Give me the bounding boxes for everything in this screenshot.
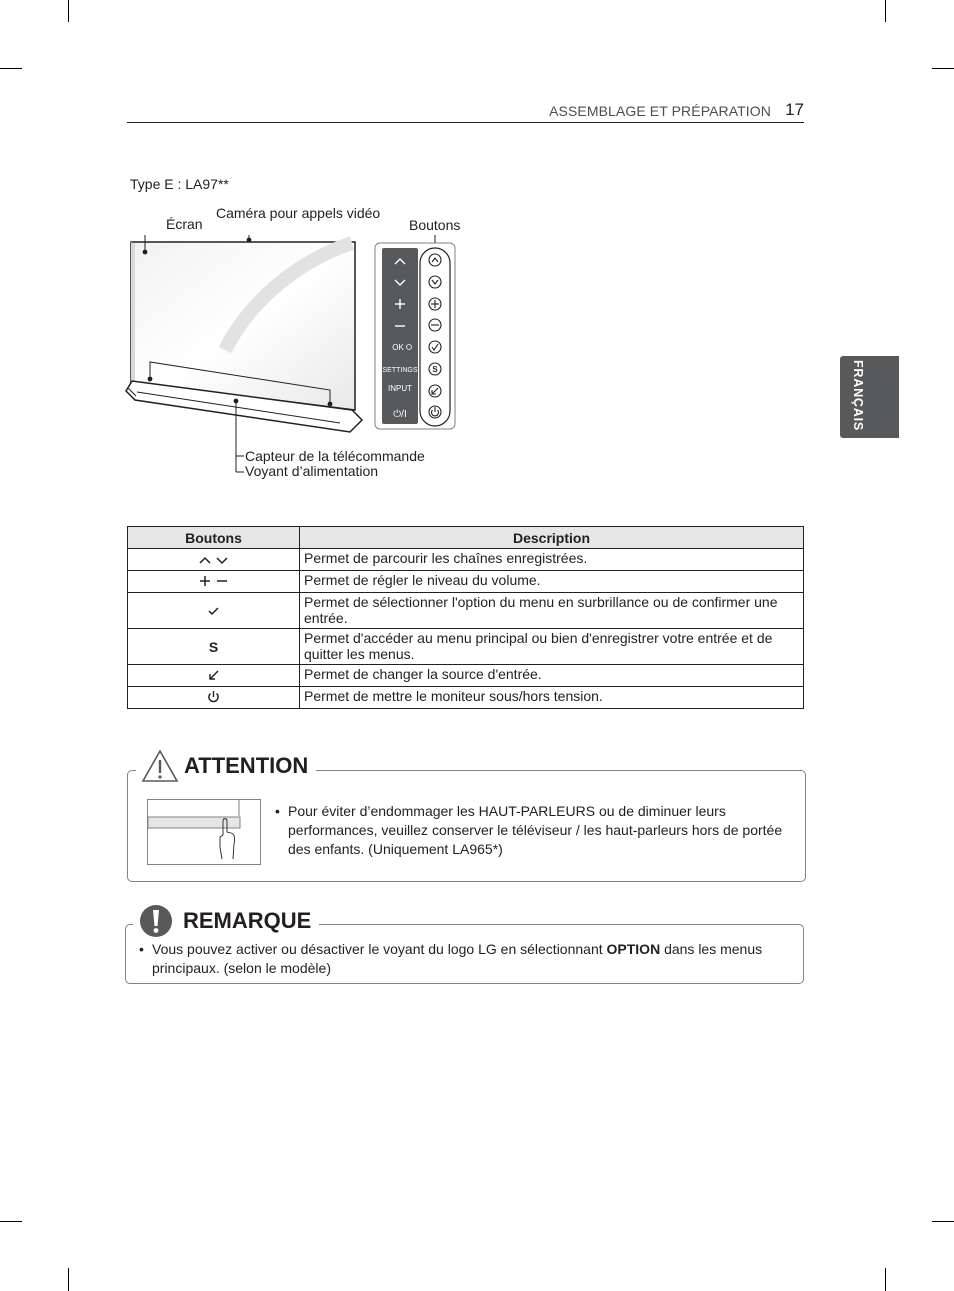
- up-down-icon: [128, 549, 300, 571]
- remarque-title: REMARQUE: [183, 908, 312, 933]
- table-row: [128, 549, 804, 571]
- remarque-item: • Vous pouvez activer ou désactiver le voyant du logo LG en sélectionnant OPTION dans les menus principaux. (selon le modèle): [139, 941, 763, 976]
- crop-mark: [68, 1268, 69, 1291]
- tv-illustration: [120, 235, 465, 485]
- attention-heading: [136, 746, 316, 786]
- page-number: 17: [785, 100, 804, 119]
- language-tab: [840, 356, 899, 438]
- plus-minus-icon: [128, 571, 300, 593]
- panel-ok-label: OK: [392, 343, 404, 352]
- language-label: FRANÇAIS: [851, 360, 865, 431]
- page-header: [127, 98, 804, 123]
- table-header-description: Description: [300, 527, 804, 549]
- row-description: Permet d'accéder au menu principal ou bien d'enregistrer votre entrée et de quitter les menus.: [300, 629, 804, 665]
- warning-icon: [140, 748, 180, 784]
- label-camera: Caméra pour appels vidéo: [216, 205, 381, 221]
- buttons-table: [127, 526, 804, 709]
- row-description: Permet de sélectionner l'option du menu en surbrillance ou de confirmer une entrée.: [300, 593, 804, 629]
- remarque-heading: [133, 902, 319, 940]
- panel-input-label: INPUT: [388, 384, 412, 393]
- power-icon: [128, 687, 300, 709]
- speaker-touch-illustration: [147, 799, 261, 865]
- label-remote-sensor: Capteur de la télécommande: [245, 448, 425, 464]
- row-description: Permet de régler le niveau du volume.: [300, 571, 804, 593]
- crop-mark: [885, 1268, 886, 1291]
- row-description: Permet de mettre le moniteur sous/hors tension.: [300, 687, 804, 709]
- row-description: Permet de parcourir les chaînes enregistrées.: [300, 549, 804, 571]
- crop-mark: [932, 1221, 954, 1222]
- row-description: Permet de changer la source d'entrée.: [300, 665, 804, 687]
- panel-settings-label: SETTINGS: [382, 367, 418, 374]
- table-row: [128, 629, 804, 665]
- crop-mark: [932, 68, 954, 69]
- exclamation-icon: [137, 902, 175, 940]
- attention-item: • Pour éviter d’endommager les HAUT-PARLEURS ou de diminuer leurs performances, veuillez conserver le téléviseur / les haut-parleurs hors de portée des enfants. (Uniquement LA965*): [275, 803, 783, 857]
- section-title: ASSEMBLAGE ET PRÉPARATION: [549, 103, 771, 119]
- check-icon: [128, 593, 300, 629]
- attention-text: Pour éviter d’endommager les HAUT-PARLEURS ou de diminuer leurs performances, veuillez conserver le téléviseur / les haut-parleurs hors de portée des enfants. (Uniquement LA965*): [288, 803, 783, 857]
- type-label: Type E : LA97**: [130, 176, 229, 192]
- crop-mark: [885, 0, 886, 22]
- crop-mark: [68, 0, 69, 22]
- label-power-light: Voyant d’alimentation: [245, 463, 379, 479]
- attention-title: ATTENTION: [184, 753, 309, 778]
- remarque-text-before: Vous pouvez activer ou désactiver le voyant du logo LG en sélectionnant: [152, 941, 607, 957]
- table-header-buttons: Boutons: [128, 527, 300, 549]
- table-row: [128, 593, 804, 629]
- panel-power-label: ⏻/I: [393, 409, 407, 420]
- table-row: [128, 571, 804, 593]
- table-row: [128, 687, 804, 709]
- settings-s-icon: S: [128, 629, 300, 665]
- label-screen: Écran: [166, 216, 203, 232]
- input-arrow-icon: [128, 665, 300, 687]
- remarque-text-bold: OPTION: [606, 941, 661, 957]
- label-buttons: Boutons: [409, 217, 461, 233]
- crop-mark: [0, 68, 22, 69]
- table-row: [128, 665, 804, 687]
- svg-text:S: S: [432, 365, 438, 374]
- crop-mark: [0, 1221, 22, 1222]
- remarque-text-after: dans les menus principaux. (selon le modèle): [152, 941, 763, 976]
